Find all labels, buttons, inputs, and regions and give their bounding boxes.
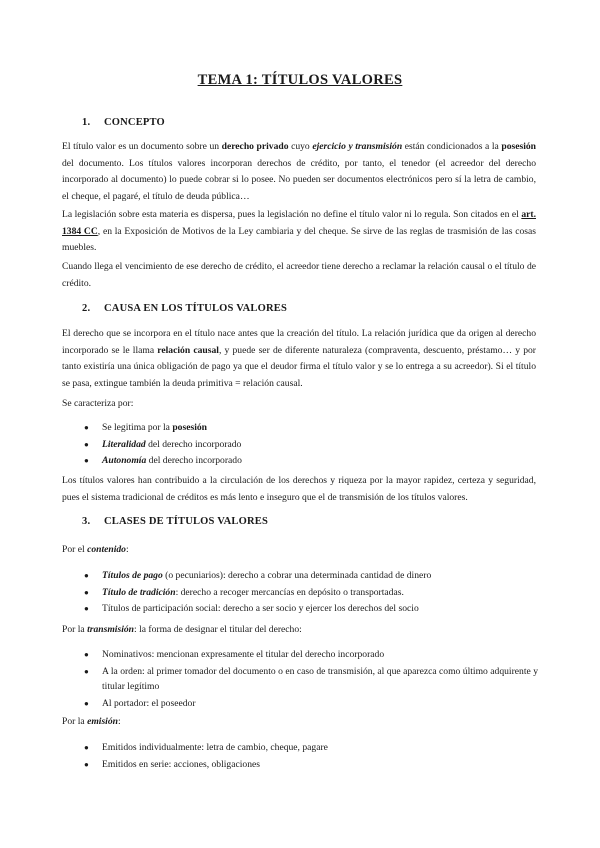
text: Al portador: el poseedor (102, 697, 196, 709)
bullet-icon: ● (84, 743, 89, 752)
section-heading-concepto (82, 117, 165, 128)
contenido-label (62, 542, 129, 558)
text: están condicionados a la (402, 141, 502, 152)
text: : (117, 716, 121, 727)
bold-term: Título de tradición (102, 586, 176, 598)
text: del derecho incorporado (146, 455, 242, 466)
list-item (82, 453, 538, 469)
bold-term: posesión (172, 422, 207, 433)
paragraph-concepto-1 (62, 139, 536, 205)
text: Emitidos en serie: acciones, obligaciones (102, 758, 260, 770)
bullet-icon: ● (84, 604, 89, 613)
list-item (82, 437, 538, 453)
list-item (82, 585, 538, 601)
paragraph-concepto-2 (62, 207, 536, 257)
text: Por el (62, 544, 88, 555)
bold-term: contenido (87, 544, 126, 555)
text: : derecho a recoger mercancías en depósito o transportadas. (175, 586, 404, 598)
bold-term: derecho privado (221, 141, 289, 152)
list-item (82, 757, 538, 773)
text: Por la (62, 716, 88, 727)
section-title: CAUSA EN LOS TÍTULOS VALORES (104, 303, 288, 314)
text: , en la Exposición de Motivos de la Ley cambiaria y del cheque. Se sirve de las reglas de trasmisión de las cosas muebles. (62, 225, 536, 253)
bold-term: Literalidad (102, 438, 146, 450)
section-number: 3. (82, 516, 91, 527)
text: (o pecuniarios): derecho a cobrar una determinada cantidad de dinero (162, 570, 432, 581)
text: El título valor es un documento sobre un (62, 141, 222, 152)
section-heading-causa (82, 303, 287, 314)
legal-reference: art. 1384 CC (62, 209, 536, 237)
bullet-icon: ● (84, 456, 89, 465)
list-item (82, 568, 538, 584)
page-title: TEMA 1: TÍTULOS VALORES (197, 72, 403, 88)
bullet-icon: ● (84, 423, 89, 432)
bold-term: Autonomía (102, 455, 147, 466)
text: Se legitima por la (102, 422, 173, 433)
text: del documento. Los títulos valores incorporan derechos de crédito, por tanto, el tenedor (el acreedor del derecho incorporado al documento) lo puede cobrar si lo posee. No pueden ser documentos electrónicos pero sí la letra de cambio, el cheque, el pagaré, el título de deuda pública… (62, 157, 536, 202)
text: A la orden: al primer tomador del documento o en caso de transmisión, al que aparezca como último adquirente y titular legítimo (102, 665, 538, 692)
bold-term: Títulos de pago (102, 570, 163, 581)
list-item (82, 601, 538, 617)
list-item (82, 696, 538, 712)
bullet-icon: ● (84, 666, 89, 676)
list-item (82, 664, 538, 695)
text: cuyo (288, 141, 313, 152)
bold-term: relación causal (157, 344, 219, 356)
text: : (125, 544, 129, 555)
list-item (82, 647, 538, 663)
bold-term: posesión (501, 141, 537, 152)
bullet-icon: ● (84, 698, 89, 708)
paragraph-concepto-3: Cuando llega el vencimiento de ese derecho de crédito, el acreedor tiene derecho a reclamar la relación causal o el título de crédito. (62, 261, 536, 289)
text: , y puede ser de diferente naturaleza (compraventa, descuento, préstamo… y por tanto existiría una única obligación de pago ya que el deudor firma el título valor y se lo entrega a su acreedor). Si el título se pasa, extingue también la deuda primitiva = relación causal. (62, 344, 536, 389)
text: El derecho que se incorpora en el título nace antes que la creación del título. La relación jurídica que da origen al derecho incorporado se le llama (62, 328, 536, 356)
bold-term: transmisión (87, 624, 134, 635)
text: Por la (62, 624, 88, 635)
list-item (82, 420, 538, 436)
text: Nominativos: mencionan expresamente el titular del derecho incorporado (102, 649, 385, 660)
paragraph-causa-1 (62, 326, 536, 392)
section-number: 1. (82, 117, 91, 128)
emision-list (82, 740, 538, 773)
caracteriza-label: Se caracteriza por: (62, 398, 134, 409)
bullet-icon: ● (84, 571, 89, 580)
bold-term: ejercicio y transmisión (312, 141, 403, 152)
text: Emitidos individualmente: letra de cambio, cheque, pagare (102, 742, 328, 753)
bullet-icon: ● (84, 587, 89, 597)
section-title: CONCEPTO (104, 117, 165, 128)
text: Títulos de participación social: derecho a ser socio y ejercer los derechos del socio (102, 603, 419, 614)
section-heading-clases (82, 516, 268, 527)
bullet-icon: ● (84, 439, 89, 449)
text: : la forma de designar el titular del derecho: (134, 624, 302, 635)
contenido-list (82, 568, 538, 618)
bold-term: emisión (87, 716, 118, 727)
transmision-list (82, 647, 538, 712)
list-item (82, 740, 538, 756)
text: del derecho incorporado (145, 438, 242, 450)
emision-label (62, 714, 121, 730)
section-title: CLASES DE TÍTULOS VALORES (104, 516, 269, 527)
paragraph-causa-2: Los títulos valores han contribuido a la circulación de los derechos y riqueza por la mayor rapidez, certeza y seguridad, pues el sistema tradicional de créditos es más lento e inseguro que el de transmisión de los títulos valores. (62, 475, 536, 503)
text: La legislación sobre esta materia es dispersa, pues la legislación no define el título valor ni lo regula. Son citados en el (62, 209, 522, 220)
section-number: 2. (82, 303, 91, 314)
caracteristicas-list (82, 420, 538, 470)
bullet-icon: ● (84, 650, 89, 659)
transmision-label (62, 622, 302, 638)
bullet-icon: ● (84, 759, 89, 769)
